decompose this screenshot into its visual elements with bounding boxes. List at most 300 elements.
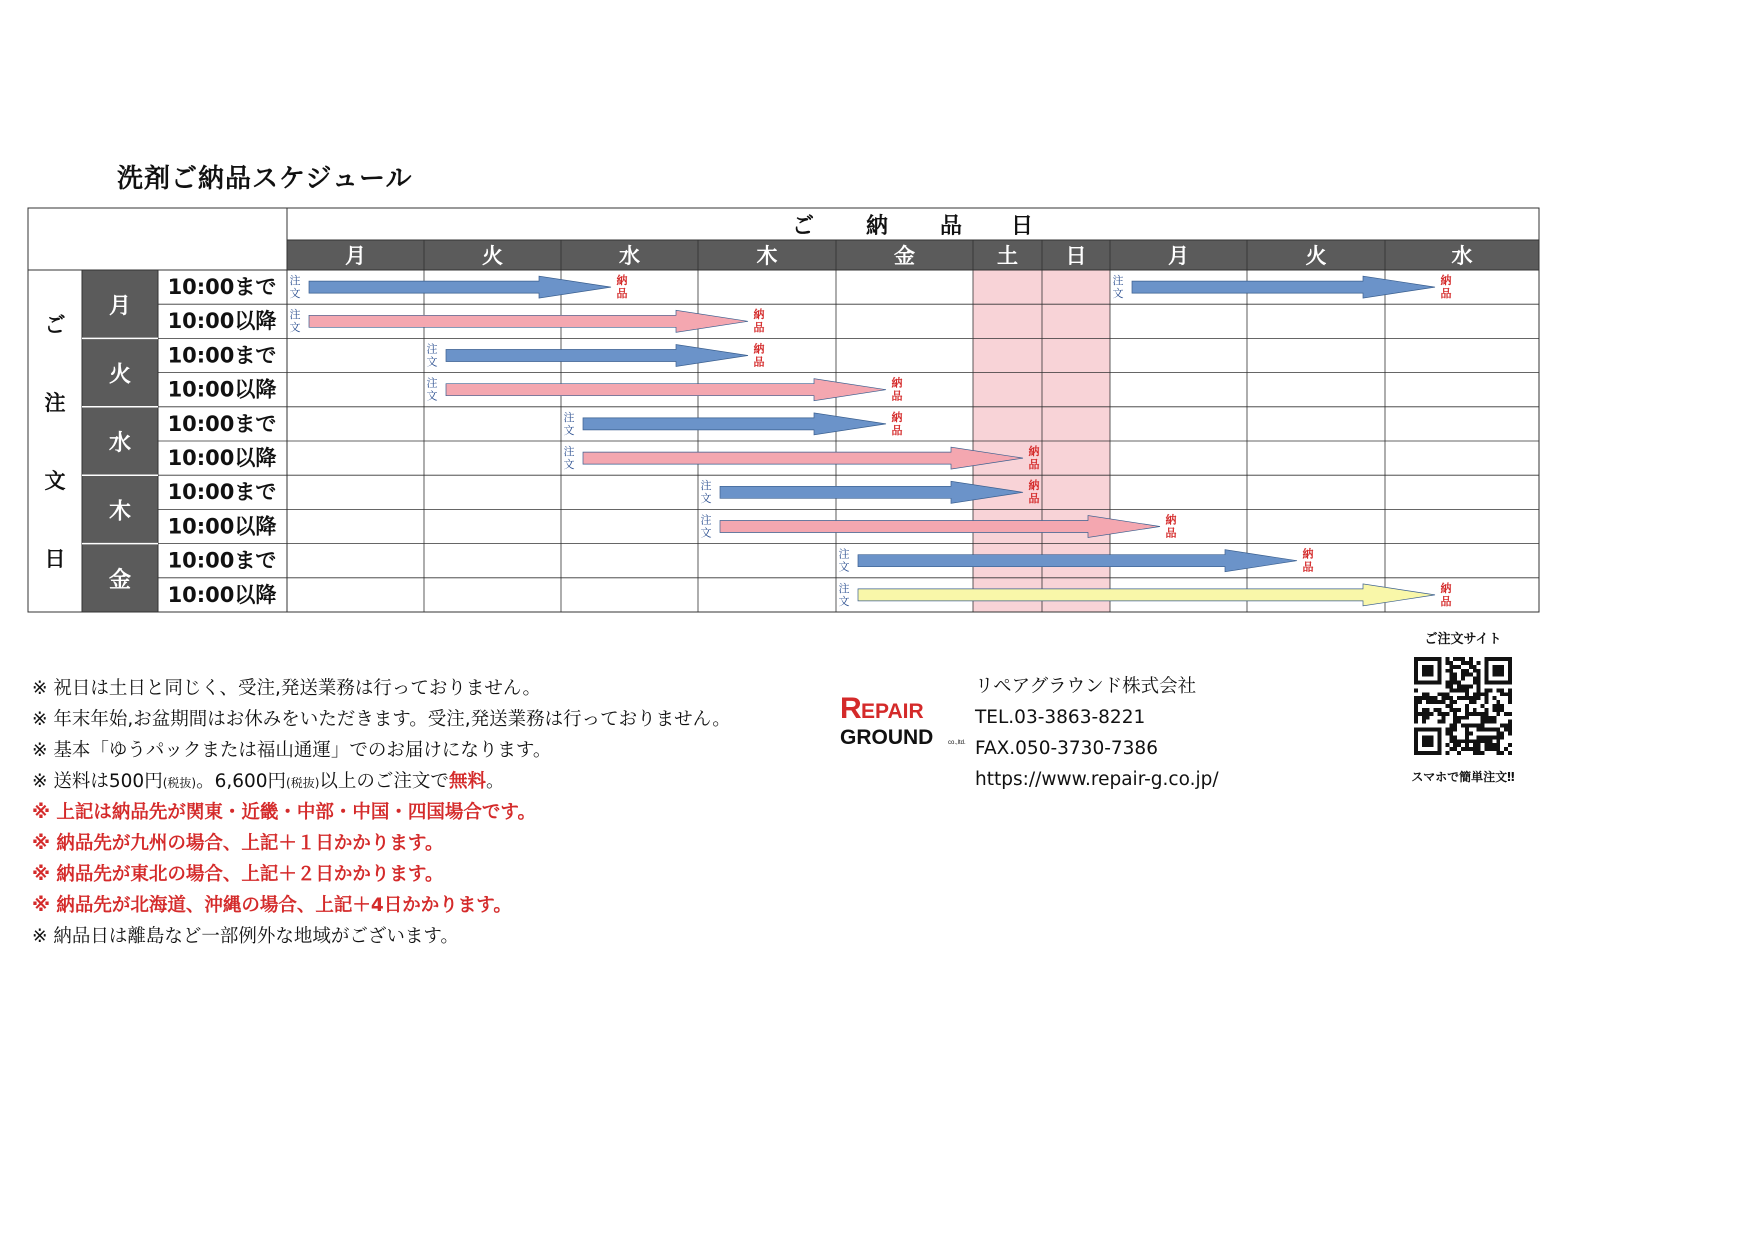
time-label-before: 10:00まで — [167, 411, 277, 436]
qr-module — [1426, 696, 1430, 700]
qr-module — [1445, 684, 1449, 688]
qr-module — [1492, 728, 1496, 732]
qr-module — [1477, 661, 1481, 665]
qr-module — [1445, 681, 1449, 685]
delivery-marker-char: 納 — [1165, 513, 1177, 527]
qr-module — [1449, 704, 1453, 708]
qr-module — [1508, 700, 1512, 704]
qr-module — [1430, 696, 1434, 700]
qr-module — [1465, 731, 1469, 735]
qr-module — [1457, 739, 1461, 743]
qr-module — [1457, 665, 1461, 669]
qr-module — [1477, 688, 1481, 692]
order-day-title-char: 日 — [44, 547, 66, 571]
qr-module — [1418, 696, 1422, 700]
qr-module — [1473, 708, 1477, 712]
order-day-title-char: 注 — [44, 391, 66, 415]
qr-module — [1504, 724, 1508, 728]
qr-module — [1469, 731, 1473, 735]
qr-module — [1496, 688, 1500, 692]
qr-module — [1488, 743, 1492, 747]
qr-module — [1465, 688, 1469, 692]
qr-module — [1465, 661, 1469, 665]
qr-module — [1414, 704, 1418, 708]
delivery-marker-char: 納 — [1028, 479, 1040, 493]
order-marker-char: 文 — [838, 594, 850, 608]
qr-module — [1488, 716, 1492, 720]
qr-module — [1453, 728, 1457, 732]
qr-module — [1465, 743, 1469, 747]
note-shipping-fee-d: 。 — [485, 771, 505, 792]
order-weekday-2: 水 — [108, 431, 132, 456]
qr-module — [1485, 735, 1489, 739]
qr-module — [1449, 724, 1453, 728]
company-fax: FAX.050-3730-7386 — [975, 738, 1158, 759]
note-year-end: ※ 年末年始,お盆期間はお休みをいただきます。受注,発送業務は行っておりません。 — [32, 709, 731, 730]
qr-module — [1473, 669, 1477, 673]
note-region-kyushu: ※ 納品先が九州の場合、上記＋１日かかります。 — [32, 833, 444, 854]
qr-module — [1465, 728, 1469, 732]
order-marker-char: 文 — [289, 287, 301, 300]
time-label-before: 10:00まで — [167, 343, 277, 368]
qr-module — [1461, 724, 1465, 728]
qr-module — [1477, 673, 1481, 677]
qr-module — [1461, 669, 1465, 673]
qr-module — [1445, 704, 1449, 708]
qr-module — [1461, 747, 1465, 751]
arrow-before-10 — [446, 345, 748, 367]
qr-module — [1453, 735, 1457, 739]
qr-module — [1485, 708, 1489, 712]
qr-module — [1508, 712, 1512, 716]
qr-module — [1414, 700, 1418, 704]
note-tax-label: (税抜) — [286, 776, 320, 790]
delivery-day-header-1: 火 — [482, 244, 503, 268]
qr-module — [1414, 720, 1418, 724]
qr-module — [1477, 669, 1481, 673]
qr-module — [1449, 688, 1453, 692]
qr-module — [1508, 743, 1512, 747]
qr-module — [1449, 735, 1453, 739]
qr-module — [1457, 743, 1461, 747]
note-shipping-fee-c: 以上のご注文で — [319, 771, 449, 792]
order-marker-char: 注 — [700, 479, 712, 493]
order-marker-char: 文 — [563, 458, 575, 471]
qr-module — [1477, 728, 1481, 732]
qr-module — [1453, 681, 1457, 685]
qr-module — [1496, 708, 1500, 712]
qr-module — [1473, 751, 1477, 755]
qr-module — [1488, 747, 1492, 751]
note-islands: ※ 納品日は離島など一部例外な地域がございます。 — [32, 926, 459, 947]
qr-module — [1477, 739, 1481, 743]
delivery-marker-char: 品 — [1028, 492, 1040, 506]
qr-module — [1461, 739, 1465, 743]
qr-module — [1465, 669, 1469, 673]
qr-finder — [1422, 665, 1434, 677]
qr-module — [1453, 720, 1457, 724]
qr-module — [1445, 728, 1449, 732]
qr-module — [1422, 712, 1426, 716]
qr-module — [1496, 731, 1500, 735]
order-marker-char: 文 — [563, 423, 575, 437]
qr-module — [1465, 716, 1469, 720]
qr-finder — [1492, 665, 1504, 677]
qr-module — [1469, 724, 1473, 728]
note-free-label: 無料 — [448, 771, 486, 792]
qr-module — [1492, 747, 1496, 751]
qr-module — [1438, 692, 1442, 696]
order-weekday-4: 金 — [108, 567, 132, 593]
qr-module — [1449, 747, 1453, 751]
delivery-schedule-table — [0, 0, 1568, 640]
qr-module — [1492, 696, 1496, 700]
delivery-day-header-6: 日 — [1065, 244, 1087, 268]
qr-module — [1461, 688, 1465, 692]
qr-module — [1508, 751, 1512, 755]
qr-module — [1457, 708, 1461, 712]
qr-module — [1465, 692, 1469, 696]
qr-module — [1434, 696, 1438, 700]
qr-module — [1426, 716, 1430, 720]
company-info — [975, 671, 1219, 795]
note-carrier: ※ 基本「ゆうパックまたは福山通運」でのお届けになります。 — [32, 740, 552, 761]
arrow-after-10 — [858, 584, 1435, 606]
qr-module — [1465, 673, 1469, 677]
delivery-marker-char: 納 — [1028, 445, 1040, 458]
logo-repair-first-letter: R — [840, 692, 862, 725]
qr-module — [1496, 728, 1500, 732]
qr-module — [1422, 708, 1426, 712]
order-marker-char: 文 — [838, 560, 850, 574]
qr-module — [1453, 712, 1457, 716]
qr-module — [1508, 688, 1512, 692]
qr-module — [1481, 704, 1485, 708]
qr-module — [1453, 665, 1457, 669]
qr-module — [1441, 712, 1445, 716]
delivery-marker-char: 納 — [753, 308, 765, 322]
qr-module — [1500, 692, 1504, 696]
qr-module — [1445, 692, 1449, 696]
order-marker-char: 注 — [838, 547, 850, 561]
qr-module — [1496, 747, 1500, 751]
qr-module — [1496, 712, 1500, 716]
qr-module — [1485, 747, 1489, 751]
delivery-day-title-char: 納 — [865, 214, 889, 239]
qr-module — [1492, 704, 1496, 708]
delivery-marker-char: 品 — [1028, 458, 1040, 471]
order-marker-char: 文 — [426, 355, 438, 369]
delivery-marker-char: 品 — [1302, 560, 1314, 574]
qr-module — [1473, 743, 1477, 747]
qr-module — [1508, 728, 1512, 732]
qr-module — [1500, 731, 1504, 735]
qr-module — [1500, 724, 1504, 728]
qr-module — [1465, 708, 1469, 712]
qr-module — [1500, 708, 1504, 712]
qr-module — [1473, 747, 1477, 751]
qr-module — [1441, 720, 1445, 724]
qr-module — [1508, 720, 1512, 724]
qr-module — [1500, 751, 1504, 755]
qr-module — [1473, 724, 1477, 728]
delivery-marker-char: 品 — [1165, 526, 1177, 540]
qr-module — [1434, 708, 1438, 712]
delivery-day-header-0: 月 — [345, 244, 366, 268]
qr-module — [1465, 696, 1469, 700]
qr-module — [1422, 696, 1426, 700]
qr-module — [1465, 724, 1469, 728]
delivery-marker-char: 品 — [753, 321, 765, 335]
qr-module — [1449, 661, 1453, 665]
qr-module — [1453, 700, 1457, 704]
qr-module — [1481, 728, 1485, 732]
order-weekday-1: 火 — [108, 362, 132, 388]
order-marker-char: 注 — [426, 376, 438, 390]
qr-module — [1477, 743, 1481, 747]
qr-module — [1445, 661, 1449, 665]
delivery-day-title-char: ご — [791, 214, 815, 239]
qr-module — [1465, 684, 1469, 688]
qr-module — [1488, 720, 1492, 724]
qr-module — [1449, 684, 1453, 688]
page-title: 洗剤ご納品スケジュール — [117, 164, 413, 194]
qr-module — [1418, 700, 1422, 704]
qr-module — [1481, 716, 1485, 720]
qr-module — [1438, 712, 1442, 716]
delivery-marker-char: 品 — [891, 423, 903, 437]
arrow-after-10 — [309, 310, 748, 332]
qr-module — [1426, 700, 1430, 704]
qr-module — [1453, 657, 1457, 661]
qr-module — [1449, 669, 1453, 673]
qr-module — [1504, 747, 1508, 751]
qr-module — [1473, 692, 1477, 696]
time-label-after: 10:00以降 — [167, 514, 277, 539]
qr-module — [1485, 688, 1489, 692]
qr-module — [1492, 735, 1496, 739]
qr-module — [1492, 708, 1496, 712]
qr-module — [1457, 720, 1461, 724]
time-label-before: 10:00まで — [167, 548, 277, 573]
qr-module — [1426, 712, 1430, 716]
order-weekday-0: 月 — [108, 294, 132, 320]
qr-module — [1441, 692, 1445, 696]
qr-module — [1449, 731, 1453, 735]
qr-module — [1485, 743, 1489, 747]
qr-module — [1461, 677, 1465, 681]
qr-module — [1485, 712, 1489, 716]
order-marker-char: 文 — [426, 389, 438, 403]
qr-module — [1508, 696, 1512, 700]
qr-module — [1492, 716, 1496, 720]
arrow-after-10 — [720, 516, 1160, 538]
qr-module — [1504, 712, 1508, 716]
qr-finder — [1422, 735, 1434, 747]
qr-module — [1457, 681, 1461, 685]
qr-module — [1481, 735, 1485, 739]
delivery-day-title-char: 日 — [1010, 214, 1034, 239]
qr-module — [1500, 704, 1504, 708]
delivery-marker-char: 納 — [891, 376, 903, 390]
qr-module — [1449, 696, 1453, 700]
qr-module — [1477, 677, 1481, 681]
qr-module — [1488, 739, 1492, 743]
delivery-marker-char: 納 — [616, 274, 628, 287]
qr-module — [1461, 716, 1465, 720]
qr-module — [1449, 681, 1453, 685]
qr-module — [1457, 688, 1461, 692]
qr-module — [1430, 700, 1434, 704]
delivery-marker-char: 品 — [616, 287, 628, 300]
qr-module — [1438, 720, 1442, 724]
note-region-hokkaido-okinawa: ※ 納品先が北海道、沖縄の場合、上記＋4日かかります。 — [32, 895, 512, 916]
order-marker-char: 注 — [289, 274, 301, 287]
qr-module — [1422, 716, 1426, 720]
qr-module — [1496, 743, 1500, 747]
qr-module — [1488, 735, 1492, 739]
qr-module — [1488, 728, 1492, 732]
qr-module — [1453, 743, 1457, 747]
qr-module — [1465, 712, 1469, 716]
qr-code-icon[interactable] — [1414, 657, 1512, 755]
qr-module — [1414, 708, 1418, 712]
delivery-marker-char: 納 — [1302, 547, 1314, 561]
qr-module — [1473, 696, 1477, 700]
qr-module — [1485, 739, 1489, 743]
qr-module — [1485, 728, 1489, 732]
company-tel: TEL.03-3863-8221 — [975, 707, 1146, 728]
qr-module — [1481, 739, 1485, 743]
qr-module — [1469, 696, 1473, 700]
qr-module — [1441, 700, 1445, 704]
qr-module — [1457, 684, 1461, 688]
qr-module — [1469, 739, 1473, 743]
qr-module — [1492, 720, 1496, 724]
delivery-day-title-char: 品 — [939, 214, 963, 239]
qr-module — [1481, 751, 1485, 755]
arrow-after-10 — [446, 379, 886, 401]
time-label-before: 10:00まで — [167, 480, 277, 505]
company-url[interactable]: https://www.repair-g.co.jp/ — [975, 769, 1219, 790]
qr-module — [1485, 700, 1489, 704]
qr-module — [1485, 692, 1489, 696]
qr-module — [1469, 665, 1473, 669]
delivery-day-header-8: 火 — [1305, 244, 1327, 268]
delivery-marker-char: 納 — [1440, 274, 1452, 287]
qr-module — [1465, 747, 1469, 751]
qr-module — [1500, 735, 1504, 739]
delivery-marker-char: 品 — [1440, 287, 1452, 300]
qr-module — [1441, 696, 1445, 700]
qr-module — [1414, 688, 1418, 692]
order-day-title-char: 文 — [44, 469, 66, 493]
qr-module — [1508, 731, 1512, 735]
order-marker-char: 文 — [289, 321, 301, 335]
qr-module — [1453, 739, 1457, 743]
qr-module — [1473, 681, 1477, 685]
qr-title: ご注文サイト — [1424, 632, 1502, 647]
qr-module — [1453, 724, 1457, 728]
qr-module — [1438, 708, 1442, 712]
qr-module — [1477, 684, 1481, 688]
qr-module — [1430, 712, 1434, 716]
qr-module — [1418, 712, 1422, 716]
qr-module — [1449, 700, 1453, 704]
qr-module — [1457, 657, 1461, 661]
qr-module — [1496, 751, 1500, 755]
time-label-after: 10:00以降 — [167, 377, 277, 402]
company-name: リペアグラウンド株式会社 — [975, 676, 1197, 697]
order-marker-char: 注 — [289, 308, 301, 322]
qr-module — [1469, 747, 1473, 751]
delivery-marker-char: 品 — [1440, 594, 1452, 608]
qr-module — [1488, 688, 1492, 692]
qr-module — [1461, 673, 1465, 677]
qr-module — [1485, 716, 1489, 720]
qr-module — [1453, 677, 1457, 681]
qr-module — [1477, 724, 1481, 728]
qr-module — [1445, 712, 1449, 716]
qr-module — [1461, 684, 1465, 688]
time-label-after: 10:00以降 — [167, 582, 277, 607]
qr-module — [1473, 700, 1477, 704]
note-holidays: ※ 祝日は土日と同じく、受注,発送業務は行っておりません。 — [32, 678, 542, 699]
order-marker-char: 文 — [1112, 287, 1124, 300]
qr-module — [1457, 716, 1461, 720]
qr-module — [1426, 692, 1430, 696]
order-weekday-3: 木 — [108, 499, 132, 525]
qr-module — [1449, 673, 1453, 677]
qr-module — [1449, 665, 1453, 669]
note-shipping-fee — [32, 766, 731, 797]
qr-module — [1414, 716, 1418, 720]
qr-module — [1445, 731, 1449, 735]
qr-module — [1481, 692, 1485, 696]
note-shipping-fee-a: ※ 送料は500円 — [32, 771, 163, 792]
company-logo — [838, 688, 978, 750]
qr-module — [1469, 657, 1473, 661]
order-marker-char: 注 — [700, 513, 712, 527]
delivery-marker-char: 納 — [753, 342, 765, 356]
qr-module — [1496, 735, 1500, 739]
qr-module — [1496, 704, 1500, 708]
order-marker-char: 注 — [1112, 274, 1124, 287]
qr-module — [1504, 692, 1508, 696]
time-label-after: 10:00以降 — [167, 309, 277, 334]
delivery-day-header-4: 金 — [894, 244, 915, 268]
qr-module — [1477, 692, 1481, 696]
qr-module — [1438, 700, 1442, 704]
logo-suffix: co.,ltd. — [948, 740, 966, 746]
qr-module — [1465, 739, 1469, 743]
note-region-tohoku: ※ 納品先が東北の場合、上記＋２日かかります。 — [32, 864, 444, 885]
qr-module — [1453, 716, 1457, 720]
order-marker-char: 注 — [563, 445, 575, 458]
qr-module — [1449, 708, 1453, 712]
qr-module — [1477, 696, 1481, 700]
qr-module — [1461, 657, 1465, 661]
qr-module — [1481, 720, 1485, 724]
qr-module — [1496, 739, 1500, 743]
qr-module — [1469, 673, 1473, 677]
qr-module — [1422, 692, 1426, 696]
qr-module — [1453, 688, 1457, 692]
qr-module — [1461, 661, 1465, 665]
delivery-day-header-9: 水 — [1451, 244, 1473, 268]
qr-module — [1485, 720, 1489, 724]
qr-module — [1477, 735, 1481, 739]
